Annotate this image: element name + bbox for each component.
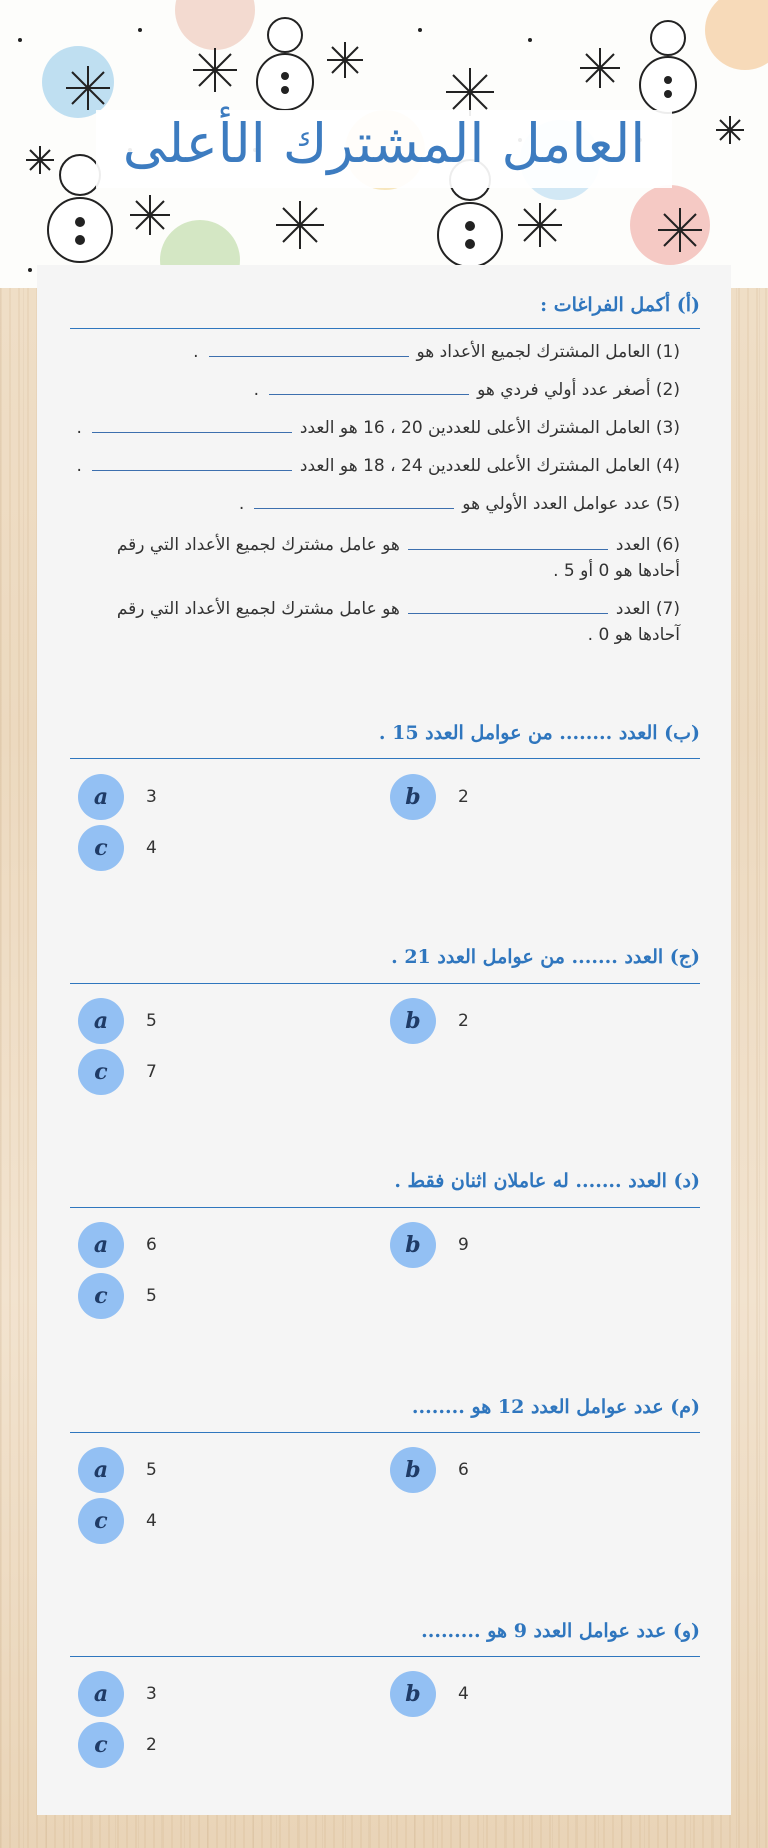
option-b[interactable] xyxy=(390,998,469,1044)
question-d-rule xyxy=(70,1207,700,1208)
option-value: 4 xyxy=(458,1684,469,1704)
fill-blank-6[interactable] xyxy=(408,535,608,550)
option-a[interactable] xyxy=(78,1671,157,1717)
fill-item-text: (3) العامل المشترك الأعلى للعددين 20 ، 16 هو العدد xyxy=(299,418,680,438)
option-c[interactable] xyxy=(78,1049,157,1095)
option-value: 2 xyxy=(146,1735,157,1755)
option-a[interactable] xyxy=(78,774,157,820)
fill-item-text: (1) العامل المشترك لجميع الأعداد هو xyxy=(416,342,680,362)
fill-item-middle: هو عامل مشترك لجميع الأعداد التي رقم xyxy=(116,535,400,555)
option-value: 6 xyxy=(458,1460,469,1480)
fill-item-3 xyxy=(70,418,680,438)
fill-item-middle: هو عامل مشترك لجميع الأعداد التي رقم xyxy=(116,599,400,619)
fill-item-4 xyxy=(70,456,680,476)
fill-item-end: . xyxy=(76,456,82,476)
question-m-title: (م) عدد عوامل العدد 12 هو ........ xyxy=(411,1396,700,1418)
fill-blank-2[interactable] xyxy=(269,380,469,395)
fill-blank-5[interactable] xyxy=(254,494,454,509)
header-banner xyxy=(0,0,768,288)
option-letter: b xyxy=(390,1447,436,1493)
option-letter: a xyxy=(78,774,124,820)
fill-item-2 xyxy=(70,380,680,400)
option-b[interactable] xyxy=(390,1671,469,1717)
option-letter: a xyxy=(78,1222,124,1268)
option-letter: c xyxy=(78,825,124,871)
fill-item-end: . xyxy=(253,380,260,400)
page-title: العامل المشترك الأعلى xyxy=(122,112,646,175)
fill-item-6 xyxy=(70,532,680,584)
option-a[interactable] xyxy=(78,1447,157,1493)
option-value: 5 xyxy=(146,1286,157,1306)
question-d-title: (د) العدد ....... له عاملان اثنان فقط . xyxy=(394,1170,700,1192)
option-letter: a xyxy=(78,1447,124,1493)
fill-item-5 xyxy=(70,494,680,514)
question-w-title: (و) عدد عوامل العدد 9 هو ......... xyxy=(421,1620,700,1642)
option-value: 2 xyxy=(458,1011,469,1031)
option-value: 4 xyxy=(146,838,157,858)
fill-item-line2: آحادها هو 0 . xyxy=(587,625,680,645)
option-letter: c xyxy=(78,1049,124,1095)
fill-item-line2: أحادها هو 0 أو 5 . xyxy=(553,561,680,581)
question-w-rule xyxy=(70,1656,700,1657)
fill-item-prefix: (7) العدد xyxy=(615,599,680,619)
fill-blank-7[interactable] xyxy=(408,599,608,614)
option-value: 4 xyxy=(146,1511,157,1531)
question-b-title: (ب) العدد ........ من عوامل العدد 15 . xyxy=(378,722,700,744)
section-a-title: (أ) أكمل الفراغات : xyxy=(540,294,700,316)
fill-item-end: . xyxy=(76,418,82,438)
question-c-rule xyxy=(70,983,700,984)
fill-item-end: . xyxy=(193,342,199,362)
fill-item-1 xyxy=(70,342,680,362)
option-letter: b xyxy=(390,1222,436,1268)
option-letter: c xyxy=(78,1273,124,1319)
fill-blank-4[interactable] xyxy=(92,456,292,471)
fill-item-prefix: (6) العدد xyxy=(615,535,680,555)
question-b-rule xyxy=(70,758,700,759)
option-b[interactable] xyxy=(390,774,469,820)
option-letter: b xyxy=(390,774,436,820)
fill-item-end: . xyxy=(238,494,245,514)
option-c[interactable] xyxy=(78,1498,157,1544)
option-c[interactable] xyxy=(78,1722,157,1768)
option-letter: a xyxy=(78,1671,124,1717)
fill-item-text: (2) أصغر عدد أولي فردي هو xyxy=(477,380,680,400)
option-letter: a xyxy=(78,998,124,1044)
option-a[interactable] xyxy=(78,1222,157,1268)
question-m-rule xyxy=(70,1432,700,1433)
fill-item-text: (4) العامل المشترك الأعلى للعددين 24 ، 18 هو العدد xyxy=(299,456,680,476)
option-letter: c xyxy=(78,1722,124,1768)
fill-item-7 xyxy=(70,596,680,648)
option-b[interactable] xyxy=(390,1447,469,1493)
option-c[interactable] xyxy=(78,1273,157,1319)
option-value: 5 xyxy=(146,1011,157,1031)
fill-blank-3[interactable] xyxy=(92,418,292,433)
option-b[interactable] xyxy=(390,1222,469,1268)
fill-blank-1[interactable] xyxy=(209,342,409,357)
option-c[interactable] xyxy=(78,825,157,871)
question-c-title: (ج) العدد ....... من عوامل العدد 21 . xyxy=(391,946,700,968)
option-a[interactable] xyxy=(78,998,157,1044)
fill-item-text: (5) عدد عوامل العدد الأولي هو xyxy=(462,494,680,514)
option-value: 5 xyxy=(146,1460,157,1480)
option-value: 9 xyxy=(458,1235,469,1255)
option-letter: b xyxy=(390,998,436,1044)
option-value: 2 xyxy=(458,787,469,807)
option-value: 3 xyxy=(146,787,157,807)
option-value: 7 xyxy=(146,1062,157,1082)
option-value: 6 xyxy=(146,1235,157,1255)
option-letter: b xyxy=(390,1671,436,1717)
section-a-rule xyxy=(70,328,700,329)
option-value: 3 xyxy=(146,1684,157,1704)
option-letter: c xyxy=(78,1498,124,1544)
